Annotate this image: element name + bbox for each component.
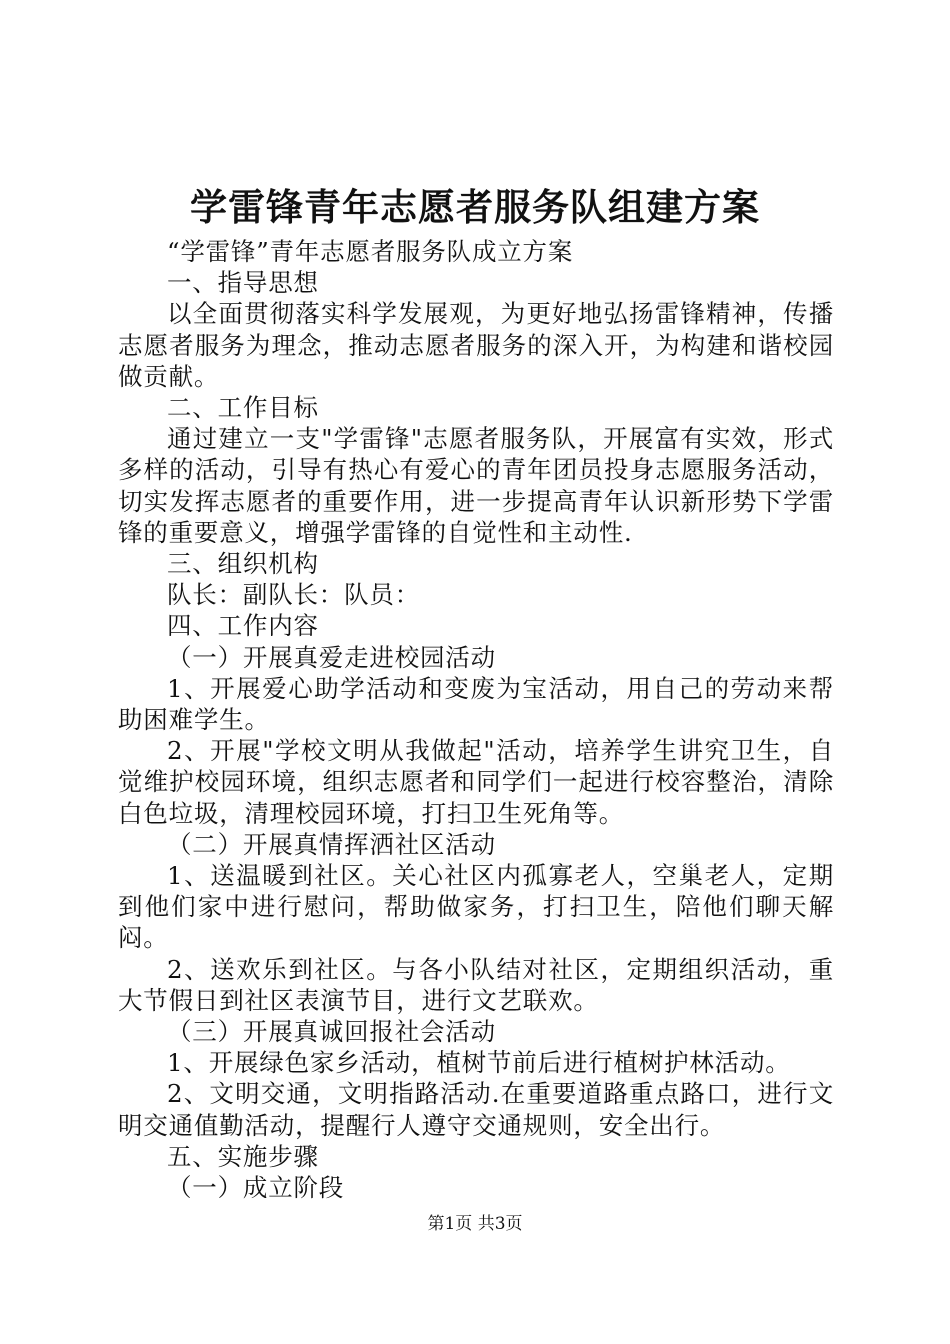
heading-work-content: 四、工作内容 <box>167 611 319 641</box>
document-title: 学雷锋青年志愿者服务队组建方案 <box>190 185 760 229</box>
document-body <box>118 236 834 1203</box>
subheading: （一）开展真爱走进校园活动 <box>167 642 496 672</box>
heading-implementation-steps: 五、实施步骤 <box>167 1141 319 1171</box>
subheading: （三）开展真诚回报社会活动 <box>167 1017 496 1047</box>
paragraph: 队长：副队长：队员： <box>167 580 420 610</box>
paragraph: 2、文明交通，文明指路活动.在重要道路重点路口，进行文明交通值勤活动，提醒行人遵守交通规则，安全出行。 <box>118 1079 834 1140</box>
paragraph: 通过建立一支"学雷锋"志愿者服务队，开展富有实效，形式多样的活动，引导有热心有爱心的青年团员投身志愿服务活动，切实发挥志愿者的重要作用，进一步提高青年认识新形势下学雷锋的重要意义，增强学雷锋的自觉性和主动性. <box>118 424 834 547</box>
paragraph-subtitle: “学雷锋”青年志愿者服务队成立方案 <box>167 237 574 266</box>
page-number: 第1页 共3页 <box>427 1214 523 1234</box>
paragraph: 1、开展绿色家乡活动，植树节前后进行植树护林活动。 <box>167 1048 791 1078</box>
paragraph: 1、送温暖到社区。关心社区内孤寡老人，空巢老人，定期到他们家中进行慰问，帮助做家务，打扫卫生，陪他们聊天解闷。 <box>118 861 834 953</box>
subheading: （一）成立阶段 <box>167 1173 345 1203</box>
subheading: （二）开展真情挥洒社区活动 <box>167 829 496 859</box>
heading-organization: 三、组织机构 <box>167 549 319 579</box>
heading-work-goals: 二、工作目标 <box>167 393 319 423</box>
paragraph: 1、开展爱心助学活动和变废为宝活动，用自己的劳动来帮助困难学生。 <box>118 673 834 735</box>
paragraph: 2、开展"学校文明从我做起"活动，培养学生讲究卫生，自觉维护校园环境，组织志愿者和同学们一起进行校容整治，清除白色垃圾，清理校园环境，打扫卫生死角等。 <box>118 736 834 828</box>
heading-guiding-ideology: 一、指导思想 <box>167 268 319 298</box>
paragraph: 以全面贯彻落实科学发展观，为更好地弘扬雷锋精神，传播志愿者服务为理念，推动志愿者服务的深入开，为构建和谐校园做贡献。 <box>118 299 834 391</box>
paragraph: 2、送欢乐到社区。与各小队结对社区，定期组织活动，重大节假日到社区表演节目，进行文艺联欢。 <box>118 954 834 1015</box>
